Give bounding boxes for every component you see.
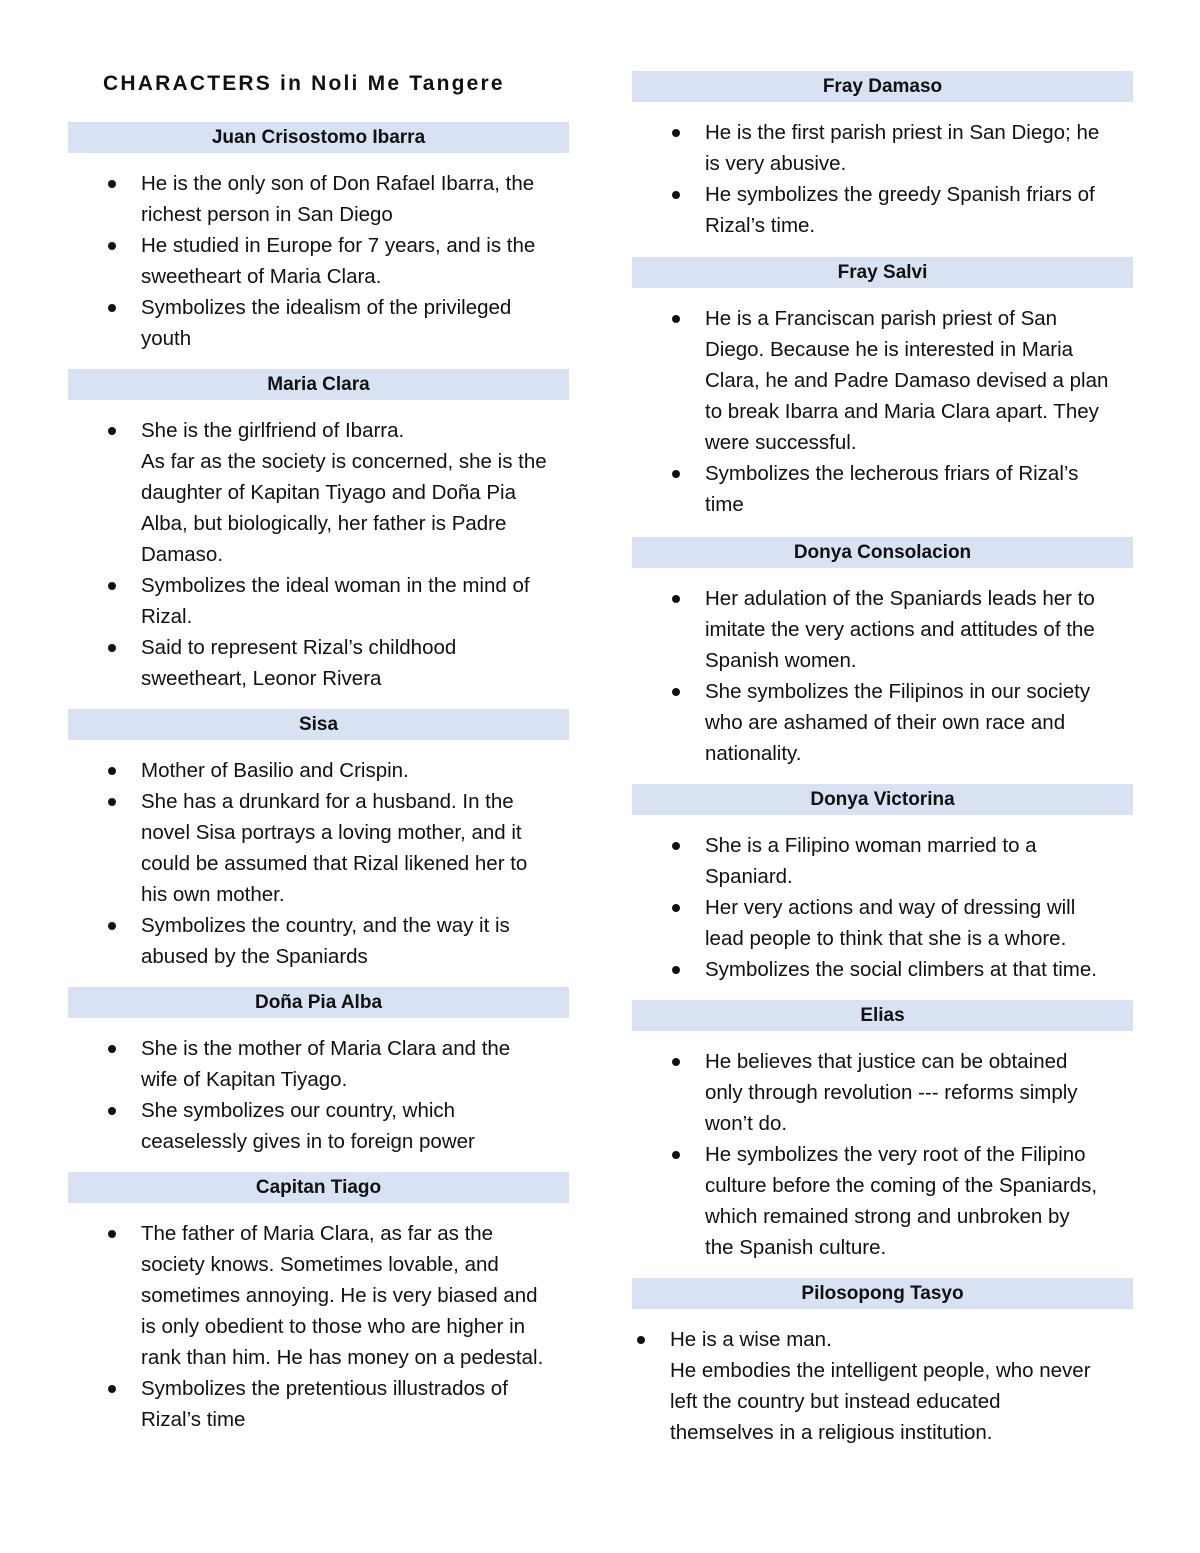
description-text-line: The father of Maria Clara, as far as the (141, 1222, 494, 1245)
description-text-line: He is the only son of Don Rafael Ibarra, the (141, 172, 535, 195)
description-text-line: lead people to think that she is a whore. (705, 927, 1067, 950)
description-bullet-item (68, 910, 569, 972)
description-text-line: She has a drunkard for a husband. In the (141, 790, 514, 813)
description-text-line: his own mother. (141, 883, 285, 906)
description-bullet-item (68, 755, 569, 786)
bullet-icon (108, 304, 116, 312)
description-text-line: He believes that justice can be obtained (705, 1050, 1068, 1073)
description-text-line: left the country but instead educated (670, 1390, 1001, 1413)
description-text-line: culture before the coming of the Spaniards, (705, 1174, 1098, 1197)
description-text-line: abused by the Spaniards (141, 945, 368, 968)
bullet-icon (108, 582, 116, 590)
description-bullet-item (68, 632, 569, 694)
description-text-line: She is the mother of Maria Clara and the (141, 1037, 511, 1060)
description-text-line: He symbolizes the very root of the Filipino (705, 1143, 1086, 1166)
right-column (632, 71, 1133, 1448)
description-text-line: imitate the very actions and attitudes of the (705, 618, 1095, 641)
description-text-line: Rizal. (141, 605, 193, 628)
bullet-icon (672, 129, 680, 137)
description-text-line: society knows. Sometimes lovable, and (141, 1253, 499, 1276)
description-text-line: sweetheart, Leonor Rivera (141, 667, 382, 690)
description-text-line: She symbolizes our country, which (141, 1099, 456, 1122)
character-section-dona-pia-alba (68, 987, 569, 1157)
character-description-list (632, 117, 1133, 241)
character-name-header: Sisa (68, 709, 569, 740)
description-text-line: Symbolizes the pretentious illustrados of (141, 1377, 508, 1400)
character-name-header: Donya Victorina (632, 784, 1133, 815)
character-section-fray-damaso (632, 71, 1133, 241)
description-text-line: sometimes annoying. He is very biased and (141, 1284, 538, 1307)
description-bullet-item (68, 1218, 569, 1373)
description-text-line: Symbolizes the lecherous friars of Rizal’s (705, 462, 1079, 485)
bullet-icon (637, 1336, 645, 1344)
bullet-icon (672, 191, 680, 199)
character-description-list (68, 755, 569, 972)
bullet-icon (672, 1058, 680, 1066)
description-text-line: themselves in a religious institution. (670, 1421, 993, 1444)
left-column (68, 122, 569, 1435)
description-text-line: were successful. (705, 431, 857, 454)
description-bullet-item (68, 292, 569, 354)
character-name-header: Fray Salvi (632, 257, 1133, 288)
description-text-line: is very abusive. (705, 152, 847, 175)
description-text-line: As far as the society is concerned, she is the (141, 450, 547, 473)
description-text-line: She is the girlfriend of Ibarra. (141, 419, 405, 442)
description-text-line: rank than him. He has money on a pedestal. (141, 1346, 544, 1369)
description-bullet-item (632, 1139, 1133, 1263)
description-text-line: time (705, 493, 744, 516)
description-text-line: Symbolizes the ideal woman in the mind of (141, 574, 530, 597)
character-section-maria-clara (68, 369, 569, 694)
bullet-icon (672, 595, 680, 603)
bullet-icon (108, 427, 116, 435)
bullet-icon (108, 767, 116, 775)
description-text-line: Her adulation of the Spaniards leads her to (705, 587, 1095, 610)
description-bullet-item (632, 1324, 1133, 1448)
description-text-line: daughter of Kapitan Tiyago and Doña Pia (141, 481, 516, 504)
character-description-list (632, 830, 1133, 985)
bullet-icon (108, 242, 116, 250)
description-text-line: nationality. (705, 742, 802, 765)
description-text-line: Damaso. (141, 543, 224, 566)
character-name-header: Elias (632, 1000, 1133, 1031)
description-text-line: novel Sisa portrays a loving mother, and it (141, 821, 522, 844)
character-description-list (68, 1218, 569, 1435)
description-bullet-item (632, 1046, 1133, 1139)
description-bullet-item (68, 230, 569, 292)
description-text-line: She symbolizes the Filipinos in our society (705, 680, 1091, 703)
description-bullet-item (632, 179, 1133, 241)
description-bullet-item (632, 303, 1133, 458)
description-bullet-item (68, 1095, 569, 1157)
description-bullet-item (632, 892, 1133, 954)
character-description-list (68, 415, 569, 694)
character-description-list (68, 168, 569, 354)
character-description-list (68, 1033, 569, 1157)
character-name-header: Capitan Tiago (68, 1172, 569, 1203)
character-section-fray-salvi (632, 257, 1133, 520)
description-text-line: Alba, but biologically, her father is Padre (141, 512, 507, 535)
description-bullet-item (632, 117, 1133, 179)
description-text-line: Rizal’s time. (705, 214, 816, 237)
character-section-donya-victorina (632, 784, 1133, 985)
character-section-capitan-tiago (68, 1172, 569, 1435)
character-description-list (632, 1324, 1133, 1448)
character-section-donya-consolacion (632, 537, 1133, 769)
bullet-icon (108, 922, 116, 930)
bullet-icon (108, 1230, 116, 1238)
description-text-line: the Spanish culture. (705, 1236, 887, 1259)
description-bullet-item (632, 830, 1133, 892)
description-text-line: He is the first parish priest in San Diego; he (705, 121, 1100, 144)
description-bullet-item (68, 1373, 569, 1435)
character-name-header: Donya Consolacion (632, 537, 1133, 568)
description-text-line: He is a Franciscan parish priest of San (705, 307, 1058, 330)
character-description-list (632, 303, 1133, 520)
bullet-icon (672, 470, 680, 478)
character-name-header: Fray Damaso (632, 71, 1133, 102)
description-text-line: Symbolizes the country, and the way it is (141, 914, 510, 937)
description-text-line: only through revolution --- reforms simply (705, 1081, 1078, 1104)
description-text-line: won’t do. (705, 1112, 788, 1135)
description-text-line: She is a Filipino woman married to a (705, 834, 1037, 857)
description-text-line: He embodies the intelligent people, who never (670, 1359, 1091, 1382)
description-text-line: Mother of Basilio and Crispin. (141, 759, 409, 782)
description-text-line: Her very actions and way of dressing will (705, 896, 1076, 919)
description-text-line: Clara, he and Padre Damaso devised a plan (705, 369, 1109, 392)
bullet-icon (108, 1385, 116, 1393)
character-name-header: Doña Pia Alba (68, 987, 569, 1018)
description-bullet-item (68, 786, 569, 910)
bullet-icon (108, 1045, 116, 1053)
description-bullet-item (68, 168, 569, 230)
character-name-header: Pilosopong Tasyo (632, 1278, 1133, 1309)
description-bullet-item (68, 570, 569, 632)
document-title: CHARACTERS in Noli Me Tangere (103, 72, 505, 95)
character-description-list (632, 1046, 1133, 1263)
character-section-juan-crisostomo-ibarra (68, 122, 569, 354)
bullet-icon (108, 180, 116, 188)
bullet-icon (672, 1151, 680, 1159)
description-text-line: wife of Kapitan Tiyago. (141, 1068, 348, 1091)
description-text-line: richest person in San Diego (141, 203, 393, 226)
description-text-line: He is a wise man. (670, 1328, 832, 1351)
description-text-line: ceaselessly gives in to foreign power (141, 1130, 475, 1153)
description-bullet-item (632, 458, 1133, 520)
character-section-sisa (68, 709, 569, 972)
description-text-line: which remained strong and unbroken by (705, 1205, 1070, 1228)
description-text-line: He studied in Europe for 7 years, and is the (141, 234, 536, 257)
character-name-header: Maria Clara (68, 369, 569, 400)
description-text-line: Symbolizes the idealism of the privileged (141, 296, 512, 319)
bullet-icon (108, 798, 116, 806)
bullet-icon (672, 842, 680, 850)
description-text-line: Rizal’s time (141, 1408, 246, 1431)
character-name-header: Juan Crisostomo Ibarra (68, 122, 569, 153)
description-text-line: to break Ibarra and Maria Clara apart. They (705, 400, 1099, 423)
description-bullet-item (68, 1033, 569, 1095)
bullet-icon (672, 315, 680, 323)
description-bullet-item (632, 583, 1133, 676)
description-text-line: who are ashamed of their own race and (705, 711, 1066, 734)
description-text-line: Spaniard. (705, 865, 793, 888)
character-section-elias (632, 1000, 1133, 1263)
description-text-line: Spanish women. (705, 649, 857, 672)
description-text-line: Said to represent Rizal’s childhood (141, 636, 457, 659)
description-text-line: could be assumed that Rizal likened her to (141, 852, 528, 875)
character-section-pilosopong-tasyo (632, 1278, 1133, 1448)
description-text-line: is only obedient to those who are higher in (141, 1315, 526, 1338)
character-description-list (632, 583, 1133, 769)
description-text-line: youth (141, 327, 192, 350)
description-bullet-item (632, 676, 1133, 769)
bullet-icon (108, 1107, 116, 1115)
bullet-icon (672, 688, 680, 696)
bullet-icon (672, 904, 680, 912)
description-bullet-item (68, 415, 569, 570)
description-text-line: Diego. Because he is interested in Maria (705, 338, 1074, 361)
bullet-icon (108, 644, 116, 652)
description-text-line: He symbolizes the greedy Spanish friars of (705, 183, 1095, 206)
description-bullet-item (632, 954, 1133, 985)
description-text-line: Symbolizes the social climbers at that time. (705, 958, 1097, 981)
bullet-icon (672, 966, 680, 974)
description-text-line: sweetheart of Maria Clara. (141, 265, 382, 288)
